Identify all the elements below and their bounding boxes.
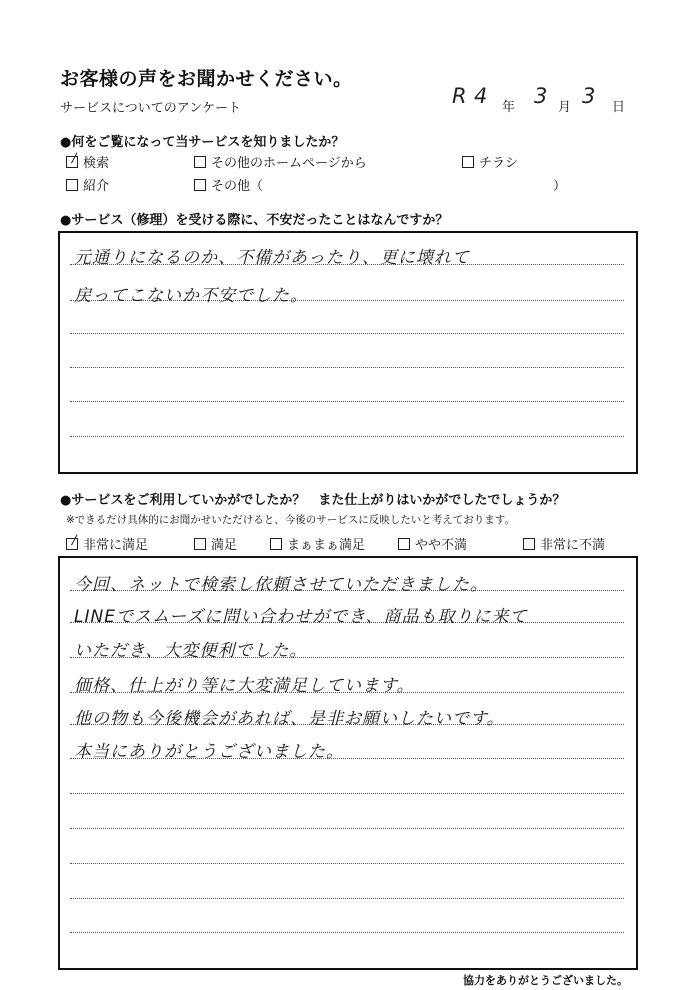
q3-answer-line: 価格、仕上がり等に大変満足しています。 (74, 676, 415, 696)
q2-answer-box[interactable] (58, 231, 638, 474)
era-value: R (452, 84, 467, 108)
option-label: 非常に不満 (540, 538, 606, 553)
form-subtitle: サービスについてのアンケート (60, 101, 241, 116)
year-label: 年 (502, 100, 516, 115)
option-label: その他（ (211, 179, 264, 194)
checkbox[interactable] (523, 538, 535, 550)
ruled-line (70, 793, 624, 794)
q3-answer-line: 他の物も今後機会があれば、是非お願いしたいです。 (74, 709, 505, 729)
q3-option-somewhat-dissatisfied[interactable] (398, 534, 467, 553)
q3-answer-line: 本当にありがとうございました。 (74, 742, 344, 762)
q2-answer-line: 戻ってこないか不安でした。 (74, 286, 308, 306)
ruled-line (70, 436, 624, 437)
day-label: 日 (612, 100, 626, 115)
q1-other-close: ） (553, 179, 567, 194)
option-label: 紹介 (83, 179, 110, 194)
month-label: 月 (558, 100, 572, 115)
q1-option-homepage[interactable] (194, 152, 367, 171)
option-label: 検索 (83, 156, 110, 171)
option-label: チラシ (479, 156, 519, 171)
option-label: 満足 (211, 538, 238, 553)
checkbox[interactable] (398, 538, 410, 550)
checkbox[interactable] (194, 538, 206, 550)
checkbox[interactable] (462, 156, 474, 168)
day-value: 3 (582, 84, 596, 108)
ruled-line (70, 401, 624, 402)
q3-note: ※できるだけ具体的にお聞かせいただけると、今後のサービスに反映したいと考えております。 (66, 514, 515, 526)
checkbox[interactable] (194, 156, 206, 168)
q3-question: ●サービスをご利用していかがでしたか？ また仕上がりはいかがでしたでしょうか？ (60, 493, 566, 508)
option-label: まぁまぁ満足 (287, 538, 366, 553)
ruled-line (70, 828, 624, 829)
q3-answer-line: 今回、ネットで検索し依頼させていただきました。 (74, 575, 488, 595)
ruled-line (70, 367, 624, 368)
month-value: 3 (534, 84, 548, 108)
checkbox[interactable] (194, 179, 206, 191)
checkbox[interactable] (66, 179, 78, 191)
q3-option-very-dissatisfied[interactable] (523, 534, 605, 553)
q1-option-flyer[interactable] (462, 152, 518, 171)
q1-option-search[interactable] (66, 152, 109, 171)
checkbox[interactable] (66, 156, 78, 168)
q1-option-other[interactable] (194, 175, 263, 194)
ruled-line (70, 333, 624, 334)
option-label: その他のホームページから (211, 156, 367, 171)
q3-answer-line: いただき、大変便利でした。 (74, 641, 308, 661)
option-label: やや不満 (415, 538, 468, 553)
q1-question: ●何をご覧になって当サービスを知りましたか？ (60, 135, 345, 150)
checkbox[interactable] (270, 538, 282, 550)
ruled-line (70, 863, 624, 864)
option-label: 非常に満足 (83, 538, 149, 553)
q3-option-very-satisfied[interactable] (66, 534, 148, 553)
q2-answer-line: 元通りになるのか、不備があったり、更に壊れて (74, 248, 470, 268)
checkbox[interactable] (66, 538, 78, 550)
q3-answer-box[interactable] (58, 556, 638, 970)
q2-question: ●サービス（修理）を受ける際に、不安だったことはなんですか？ (60, 213, 449, 228)
ruled-line (70, 932, 624, 933)
q3-option-satisfied[interactable] (194, 534, 237, 553)
form-title: お客様の声をお聞かせください。 (60, 68, 353, 90)
q1-option-referral[interactable] (66, 175, 109, 194)
q3-answer-line: LINEでスムーズに問い合わせができ、商品も取りに来て (74, 607, 528, 627)
q3-option-somewhat-satisfied[interactable] (270, 534, 365, 553)
footer-thanks: 協力をありがとうございました。 (463, 974, 628, 987)
year-value: 4 (474, 84, 488, 108)
ruled-line (70, 898, 624, 899)
